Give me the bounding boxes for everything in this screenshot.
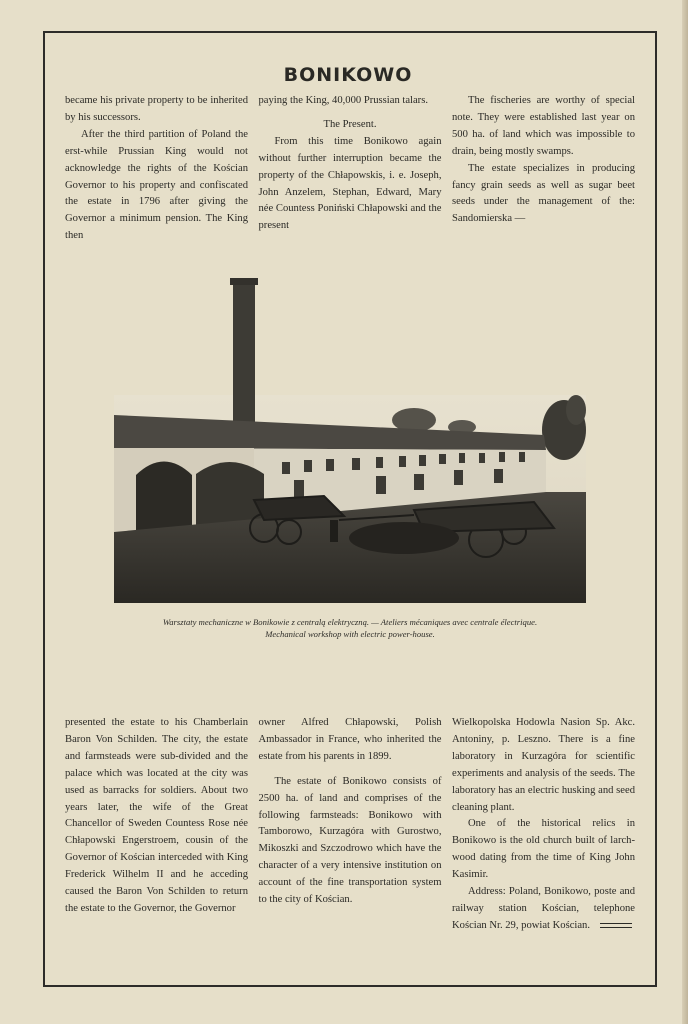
archway: [136, 462, 192, 531]
paragraph-text: Address: Poland, Bonikowo, poste and railway station Kościan, telephone Kościan Nr. 29, powiat Kościan.: [452, 886, 635, 931]
paragraph: [452, 715, 635, 816]
bottom-text-columns: [65, 715, 635, 935]
paragraph: [452, 161, 635, 229]
paragraph-text: The Present.: [323, 118, 377, 130]
paragraph: [259, 774, 442, 909]
paragraph-text: The estate specializes in producing fancy grain seeds as well as sugar beet seeds under the management of the: Sandomierska —: [452, 162, 635, 225]
end-rule: [600, 923, 632, 928]
caption-english: Mechanical workshop with electric power-house.: [265, 629, 435, 639]
top-text-columns: [65, 93, 635, 245]
paragraph: [452, 816, 635, 884]
paragraph-text: The estate of Bonikowo consists of 2500 ha. of land and comprises of the following farmsteads: Bonikowo with Tamborowo, Kurzagóra with Gurostwo, Mikoszki and Szczodrowo which have the character of a very intensive institution on account of the fine transportation system to the city of Kościan.: [258, 775, 442, 906]
paragraph-text: became his private property to be inherited by his successors.: [65, 95, 248, 123]
top-column-1: [65, 93, 248, 245]
paragraph-text: Wielkopolska Hodowla Nasion Sp. Akc. Antoniny, p. Leszno. There is a fine laboratory in Kurzagóra for scientific experiments and analysis of the seeds. The laboratory has an electric husking and seed cleaning plant.: [452, 717, 635, 813]
bottom-column-3: [452, 715, 635, 935]
top-column-2: [259, 93, 442, 245]
bottom-column-2: [259, 715, 442, 935]
caption-polish-french: Warsztaty mechaniczne w Bonikowie z centralą elektryczną. — Ateliers mécaniques avec centrale électrique.: [162, 617, 538, 627]
paragraph-text: After the third partition of Poland the erst-while Prussian King would not acknowledge the rights of the Kościan Governor to his property and confiscated the estate in 1796 after giving the Governor a minimum pension. The King then: [65, 128, 248, 242]
paragraph-text: presented the estate to his Chamberlain Baron Von Schilden. The city, the estate and farmsteads were sub-divided and the palace which was located at the city was used as barracks for soldiers. About two years later, the wife of the Great Chancellor of Sweden Countess Rose née Chłapowski Engerstroem, cousin of the Governor of Kościan interceded with King Frederick Wilhelm II and he acceding caused the Baron Von Schilden to return the estate to the Governor, the Governor: [65, 717, 248, 914]
chimney: [233, 280, 255, 425]
photo-caption: [65, 616, 635, 640]
paragraph: [452, 884, 635, 935]
paragraph: [65, 127, 248, 245]
paragraph: [65, 93, 248, 127]
top-column-3: [452, 93, 635, 245]
paragraph: [259, 715, 442, 766]
bottom-column-1: [65, 715, 248, 935]
paragraph: [259, 134, 442, 235]
paragraph: [259, 93, 442, 110]
page-edge: [682, 0, 688, 1024]
paragraph: [259, 117, 442, 134]
paragraph: [65, 715, 248, 918]
paragraph: [452, 93, 635, 161]
paragraph-text: The fischeries are worthy of special note. They were established last year on 500 ha. of land which was impossible to drain, being mostly swamps.: [452, 95, 635, 157]
paragraph-text: One of the historical relics in Bonikowo is the old church built of larch-wood dating from the time of King John Kasimir.: [452, 818, 635, 881]
paragraph-text: From this time Bonikowo again without further interruption became the property of the Chłapowskis, i. e. Joseph, John Anzelem, Stephan, Edward, Mary née Countess Poniński Chłapowski and the present: [258, 135, 442, 232]
paragraph-text: paying the King, 40,000 Prussian talars.: [258, 95, 428, 106]
page-title: BONIKOWO: [283, 64, 413, 86]
paragraph-text: owner Alfred Chłapowski, Polish Ambassador in France, who inherited the estate from his parents in 1899.: [258, 717, 442, 762]
workshop-photo: [114, 270, 586, 603]
